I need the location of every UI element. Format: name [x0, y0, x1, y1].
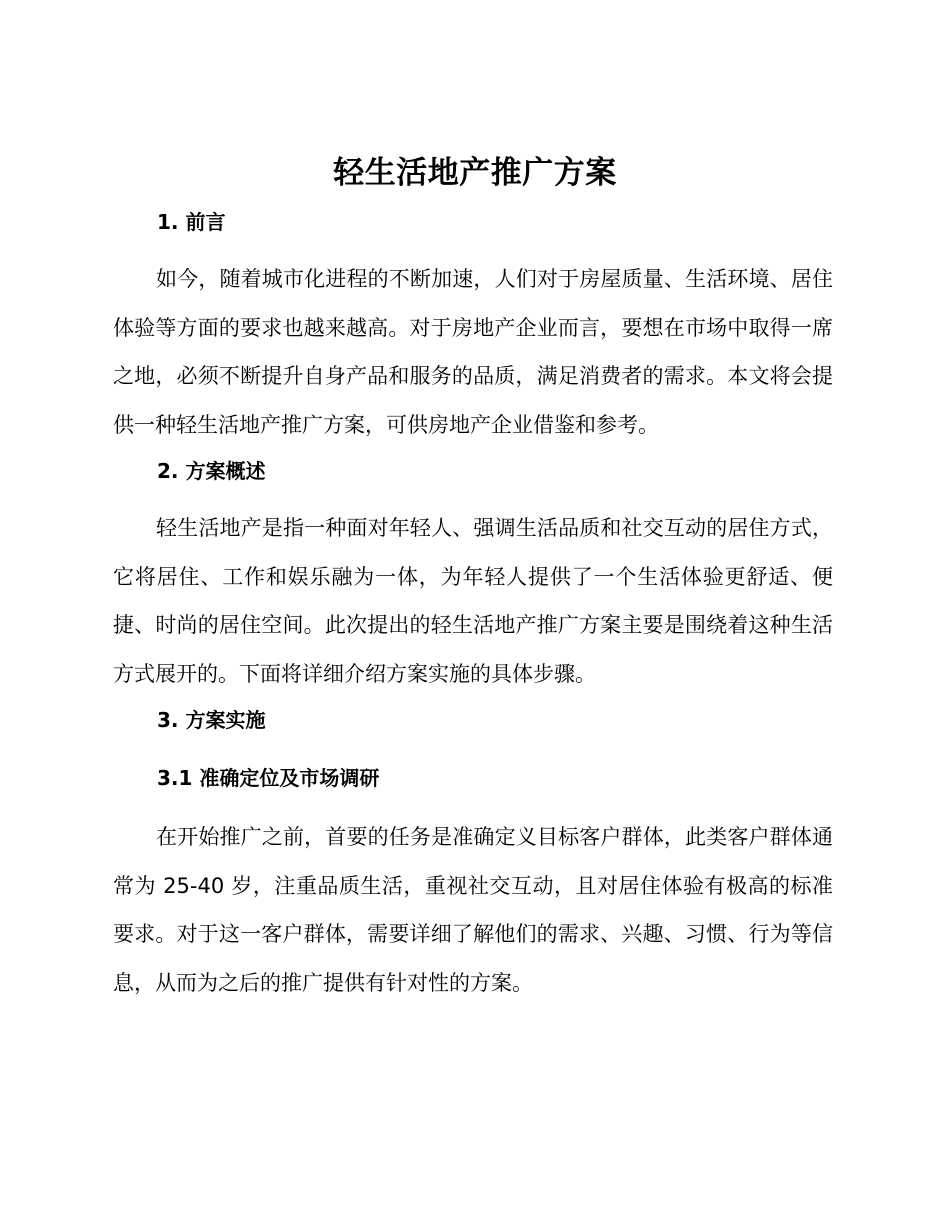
subsection-paragraph-positioning-research: 在开始推广之前，首要的任务是准确定义目标客户群体，此类客户群体通常为 25-40 岁，注重品质生活，重视社交互动，且对居住体验有极高的标准要求。对于这一客户群体，需要详细了解他们的需求、兴趣、习惯、行为等信息，从而为之后的推广提供有针对性的方案。 — [113, 825, 833, 995]
section-heading-implementation: 3. 方案实施 — [157, 708, 266, 732]
section-paragraph-introduction: 如今，随着城市化进程的不断加速，人们对于房屋质量、生活环境、居住体验等方面的要求也越来越高。对于房地产企业而言，要想在市场中取得一席之地，必须不断提升自身产品和服务的品质，满足消费者的需求。本文将会提供一种轻生活地产推广方案，可供房地产企业借鉴和参考。 — [113, 267, 833, 437]
section-paragraph-overview: 轻生活地产是指一种面对年轻人、强调生活品质和社交互动的居住方式，它将居住、工作和娱乐融为一体，为年轻人提供了一个生活体验更舒适、便捷、时尚的居住空间。此次提出的轻生活地产推广方案主要是围绕着这种生活方式展开的。下面将详细介绍方案实施的具体步骤。 — [113, 516, 833, 686]
subsection-heading-positioning-research: 3.1 准确定位及市场调研 — [157, 766, 380, 790]
section-heading-introduction: 1. 前言 — [157, 210, 226, 234]
document-title: 轻生活地产推广方案 — [333, 155, 617, 191]
section-heading-overview: 2. 方案概述 — [157, 459, 266, 483]
